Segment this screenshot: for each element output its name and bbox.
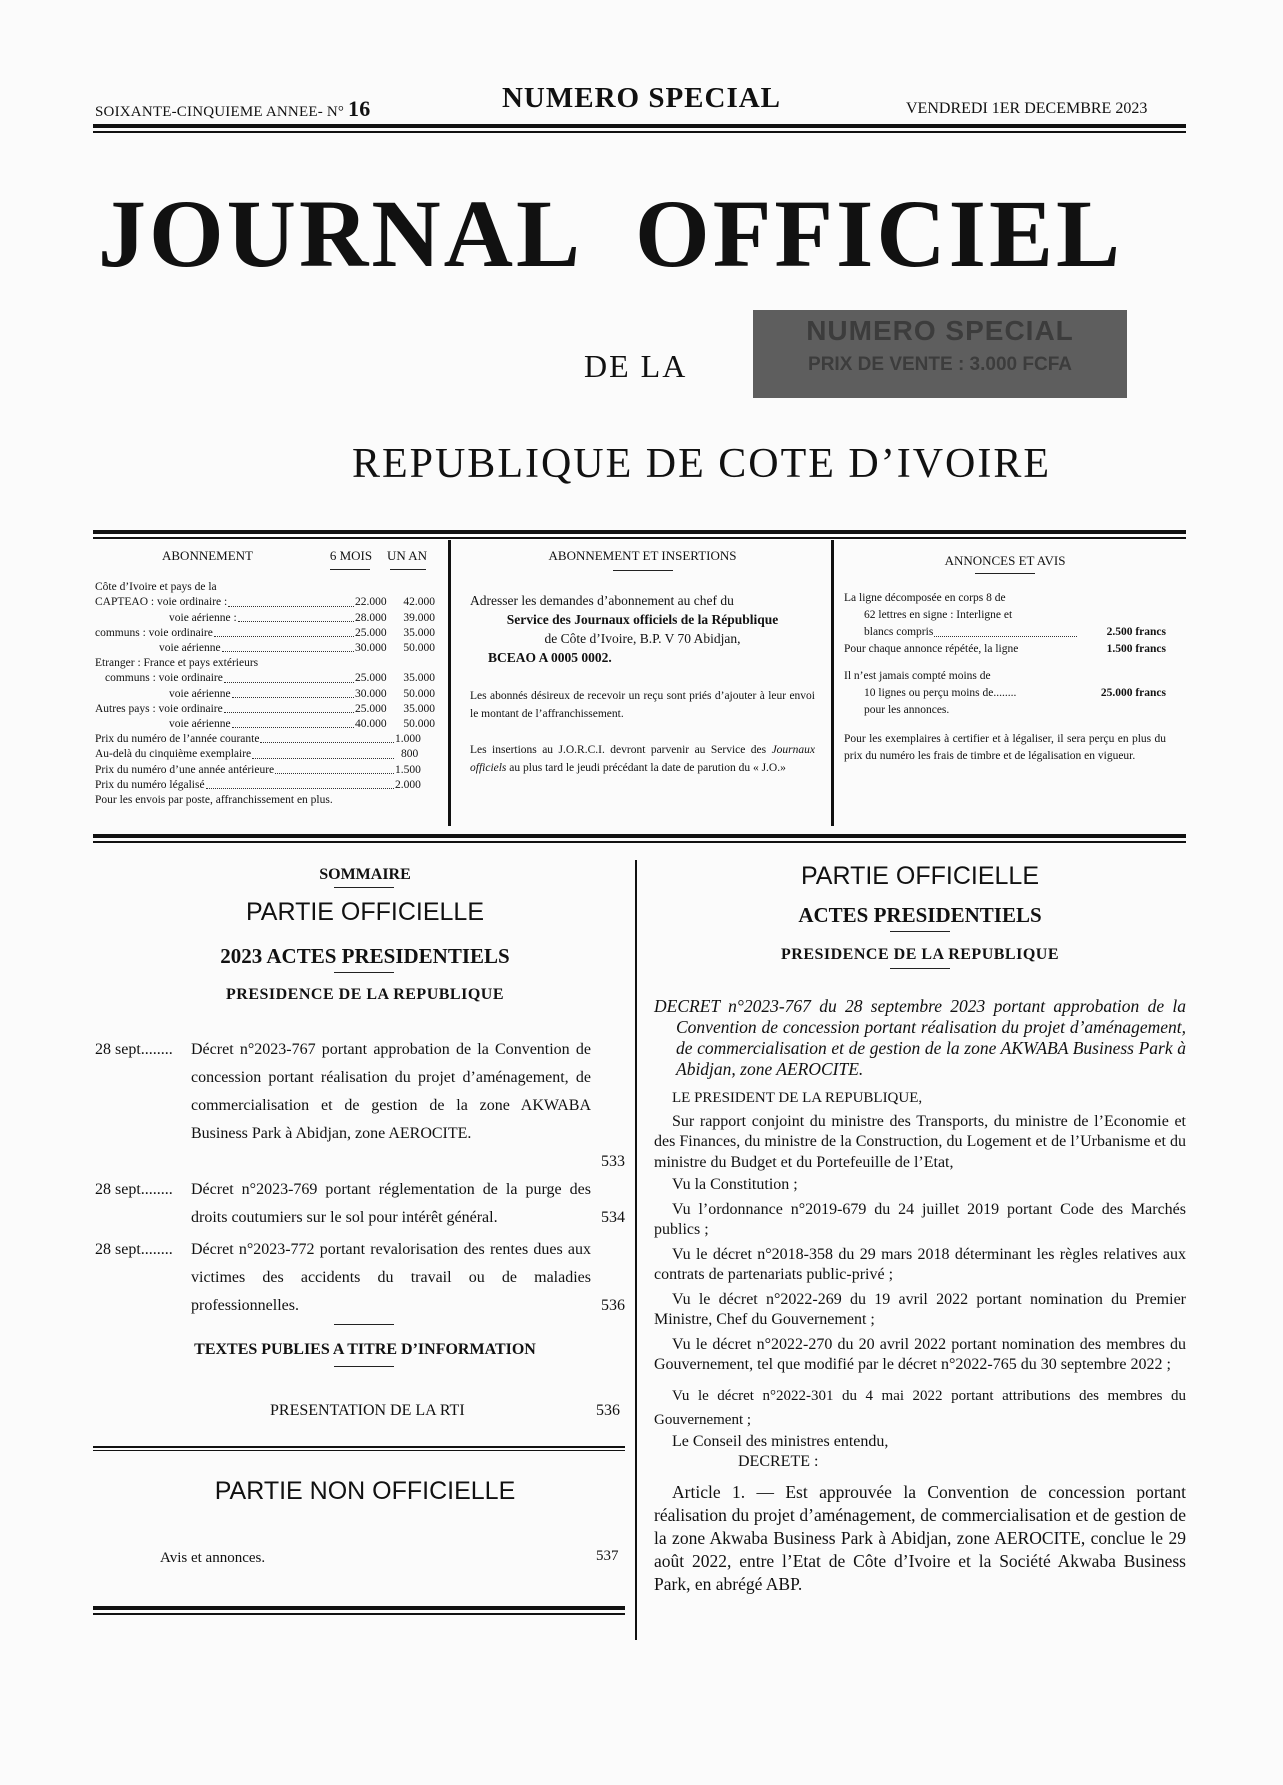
toc-entry[interactable] xyxy=(95,1236,625,1326)
toc-date: 28 sept........ xyxy=(95,1241,173,1258)
subscription-table xyxy=(95,548,435,808)
postage-note: Pour les envois par poste, affranchissement en plus. xyxy=(95,794,333,807)
insertions-p1-d: BCEAO A 0005 0002. xyxy=(488,650,612,665)
sommaire-textes: TEXTES PUBLIES A TITRE D’INFORMATION xyxy=(194,1341,536,1358)
toc-page: 536 xyxy=(601,1297,625,1314)
infobox-bottom-rule-thin xyxy=(93,841,1186,843)
article-1: Article 1. — Est approuvée la Convention de concession portant réalisation du projet d’aménagement, de commercialisation et de gestion de la zone Akwaba Business Park à Abidjan, zone AEROCITE, conclue le 29 août 2022, entre l’Etat de Côte d’Ivoire et la Société Akwaba Business Park, en abrégé ABP. xyxy=(654,1481,1186,1594)
decret-p4: Vu le décret n°2018-358 du 29 mars 2018 déterminant les règles relatives aux contrats de partenariats public-privé ; xyxy=(654,1245,1186,1283)
sommaire-presidence: PRESIDENCE DE LA REPUBLIQUE xyxy=(226,986,504,1003)
header-rule xyxy=(93,124,1186,128)
toc-rti-page: 536 xyxy=(596,1402,620,1419)
decret-body xyxy=(654,996,1186,1596)
price-row: Prix du numéro légalisé 2.000 xyxy=(95,778,421,791)
annonces-l8: Pour les exemplaires à certifier et à légaliser, il sera perçu en plus du prix du numéro les frais de timbre et de légalisation en vigueur. xyxy=(844,733,1166,762)
edition-prefix: SOIXANTE-CINQUIEME ANNEE- N° xyxy=(95,104,345,120)
table-row: voie aérienne : 28.000 39.000 xyxy=(169,611,435,624)
annonces-l3: blancs compris 2.500 francs xyxy=(864,626,1166,638)
annonces-l2: 62 lettres en signe : Interligne et xyxy=(864,609,1013,621)
infobox-divider-2 xyxy=(831,540,834,826)
insertions-title: ABONNEMENT ET INSERTIONS xyxy=(548,548,737,563)
masthead-de-la: DE LA xyxy=(584,348,688,384)
main-actes: ACTES PRESIDENTIELS xyxy=(798,903,1042,927)
price-row: Prix du numéro de l’année courante 1.000 xyxy=(95,733,421,746)
annonces-l6: 10 lignes ou perçu moins de........ 25.000 francs xyxy=(864,687,1166,699)
sommaire-actes: 2023 ACTES PRESIDENTIELS xyxy=(220,944,510,968)
sommaire-rule-thin xyxy=(93,1450,625,1451)
sommaire-non-officielle: PARTIE NON OFFICIELLE xyxy=(214,1477,516,1505)
divider xyxy=(890,931,950,932)
masthead-word-journal: JOURNAL xyxy=(98,180,584,287)
region-etranger: Etranger : France et pays extérieurs xyxy=(95,657,259,670)
decret-p8: Le Conseil des ministres entendu, xyxy=(672,1432,889,1450)
toc-avis-page: 537 xyxy=(596,1548,619,1564)
toc-date: 28 sept........ xyxy=(95,1041,173,1058)
toc-text: Décret n°2023-767 portant approbation de la Convention de concession portant réalisation du projet d’aménagement, de commercialisation et de gestion de la zone AKWABA Business Park à Abidjan, zone AEROCITE. xyxy=(191,1041,591,1142)
masthead-word-officiel: OFFICIEL xyxy=(635,180,1124,287)
special-issue-label: NUMERO SPECIAL xyxy=(501,82,782,114)
toc-page: 533 xyxy=(601,1153,625,1170)
header-rule-thin xyxy=(93,131,1186,133)
bottom-rule-thin xyxy=(93,1613,625,1615)
infobox-bottom-rule xyxy=(93,834,1186,838)
decret-p1: Sur rapport conjoint du ministre des Transports, du ministre de l’Economie et des Finances, du ministre de la Construction, du Logement et de l’Urbanisme et du ministre du Budget et du Portefeuille de l’Etat, xyxy=(654,1112,1186,1171)
toc-date: 28 sept........ xyxy=(95,1181,173,1198)
sommaire-rule xyxy=(93,1446,625,1448)
president-line: LE PRESIDENT DE LA REPUBLIQUE, xyxy=(672,1090,923,1106)
insertions-p2: Les abonnés désireux de recevoir un reçu sont priés d’ajouter à leur envoi le montant de l’affranchissement. xyxy=(470,690,815,720)
annonces-l7: pour les annonces. xyxy=(864,704,950,716)
infobox-divider-1 xyxy=(448,540,451,826)
annonces-box xyxy=(844,552,1166,765)
column-separator xyxy=(635,860,637,1640)
col-abonnement: ABONNEMENT xyxy=(162,548,253,563)
toc-entry[interactable] xyxy=(95,1176,625,1236)
infobox-top-rule xyxy=(93,530,1186,534)
divider xyxy=(334,972,394,973)
decret-p3: Vu l’ordonnance n°2019-679 du 24 juillet 2019 portant Code des Marchés publics ; xyxy=(654,1200,1186,1238)
divider xyxy=(890,968,950,969)
decret-p5: Vu le décret n°2022-269 du 19 avril 2022 portant nomination du Premier Ministre, Chef du Gouvernement ; xyxy=(654,1290,1186,1328)
annonces-title: ANNONCES ET AVIS xyxy=(944,553,1066,568)
sommaire-title: SOMMAIRE xyxy=(319,866,411,883)
decret-p2: Vu la Constitution ; xyxy=(672,1176,798,1193)
price-row: Prix du numéro d’une année antérieure 1.500 xyxy=(95,763,421,776)
decret-title: DECRET n°2023-767 du 28 septembre 2023 portant approbation de la Convention de concession portant réalisation du projet d’aménagement, de commercialisation et de gestion de la zone AKWABA Business Park à Abidjan, zone AEROCITE. xyxy=(654,996,1186,1079)
divider xyxy=(334,1324,394,1325)
toc-avis[interactable]: Avis et annonces. xyxy=(160,1550,266,1566)
table-row: CAPTEAO : voie ordinaire : 22.000 42.000 xyxy=(95,596,435,609)
main-presidence: PRESIDENCE DE LA REPUBLIQUE xyxy=(781,946,1059,963)
insertions-p1-a: Adresser les demandes d’abonnement au chef du xyxy=(470,593,734,608)
annonces-l1: La ligne décomposée en corps 8 de xyxy=(844,592,1006,604)
main-partie-officielle: PARTIE OFFICIELLE xyxy=(800,862,1040,890)
edition-number: 16 xyxy=(348,96,371,121)
insertions-p3: Les insertions au J.O.R.C.I. devront parvenir au Service des Journaux officiels au plus tard le jeudi précédant la date de parution du « J.O.» xyxy=(470,744,815,774)
divider xyxy=(334,1366,394,1367)
toc-page: 534 xyxy=(601,1209,625,1226)
insertions-p1-b: Service des Journaux officiels de la République xyxy=(506,612,779,627)
masthead-republique: REPUBLIQUE DE COTE D’IVOIRE xyxy=(351,441,1052,487)
sommaire-partie-officielle: PARTIE OFFICIELLE xyxy=(245,898,485,926)
toc-entry[interactable] xyxy=(95,1036,625,1176)
table-row: communs : voie ordinaire 25.000 35.000 xyxy=(105,672,435,685)
issue-date: VENDREDI 1ER DECEMBRE 2023 xyxy=(906,100,1148,117)
masthead-title xyxy=(98,180,1124,287)
annonces-l5: Il n’est jamais compté moins de xyxy=(844,670,991,682)
stamp-line-1: NUMERO SPECIAL xyxy=(806,315,1074,346)
col-6mois: 6 MOIS xyxy=(329,548,373,563)
table-row: Autres pays : voie ordinaire 25.000 35.000 xyxy=(95,702,435,715)
decret-p7: Vu le décret n°2022-301 du 4 mai 2022 portant attributions des membres du Gouvernement ; xyxy=(654,1387,1186,1428)
table-row: voie aérienne 40.000 50.000 xyxy=(169,718,435,731)
bottom-rule xyxy=(93,1606,625,1610)
table-row: voie aérienne 30.000 50.000 xyxy=(159,642,435,655)
insertions-box xyxy=(470,548,815,777)
decret-p6: Vu le décret n°2022-270 du 20 avril 2022 portant nomination des membres du Gouvernement, tel que modifié par le décret n°2022-765 du 30 septembre 2022 ; xyxy=(654,1335,1186,1373)
infobox-top-rule-thin xyxy=(93,537,1186,539)
insertions-p1-c: de Côte d’Ivoire, B.P. V 70 Abidjan, xyxy=(544,631,741,646)
toc-rti[interactable]: PRESENTATION DE LA RTI xyxy=(270,1402,465,1419)
col-un-an: UN AN xyxy=(386,548,428,563)
stamp-line-2: PRIX DE VENTE : 3.000 FCFA xyxy=(808,354,1072,375)
table-row: voie aérienne 30.000 50.000 xyxy=(169,687,435,700)
toc-text: Décret n°2023-772 portant revalorisation des rentes dues aux victimes des accidents du travail ou de maladies professionnelles. xyxy=(191,1241,591,1314)
toc-text: Décret n°2023-769 portant réglementation de la purge des droits coutumiers sur le sol pour intérêt général. xyxy=(191,1181,591,1226)
decrete: DECRETE : xyxy=(738,1453,819,1470)
price-stamp xyxy=(753,310,1127,398)
annonces-l4: Pour chaque annonce répétée, la ligne 1.500 francs xyxy=(844,643,1166,655)
divider xyxy=(334,887,394,888)
table-row: communs : voie ordinaire 25.000 35.000 xyxy=(95,626,435,639)
price-row: Au-delà du cinquième exemplaire 800 xyxy=(95,748,419,761)
region-ci: Côte d’Ivoire et pays de la xyxy=(95,581,217,594)
